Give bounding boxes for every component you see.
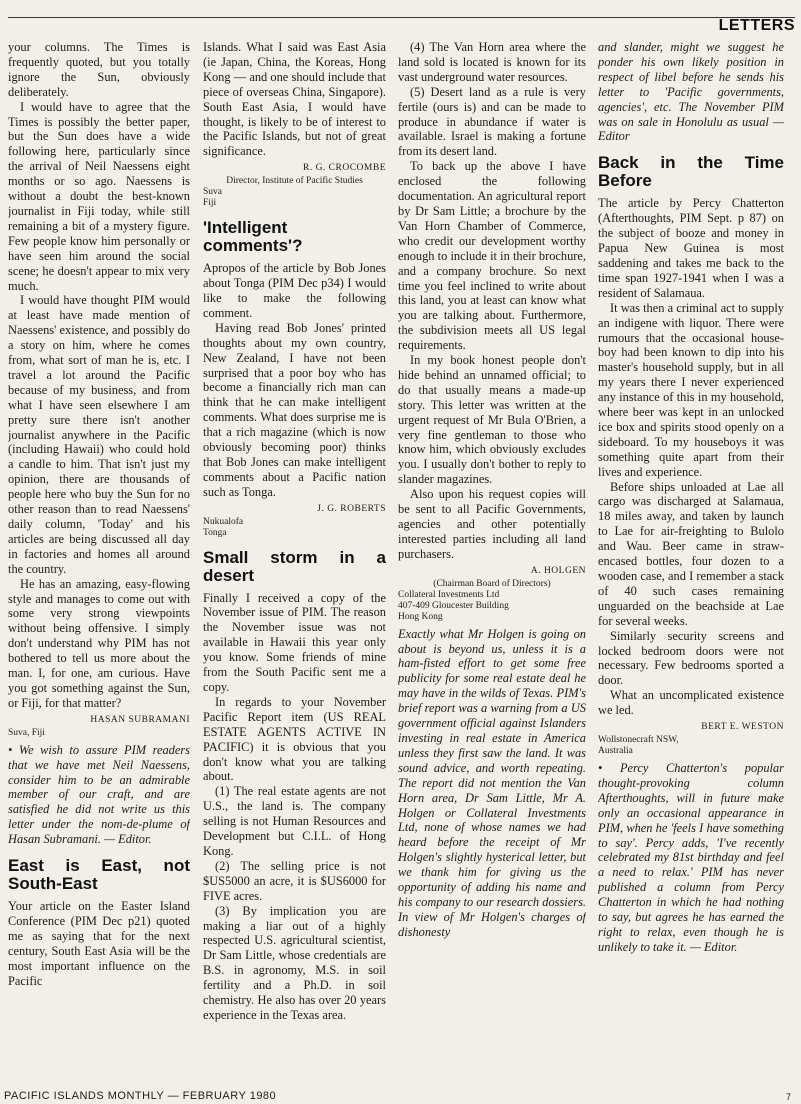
- letter-location: Suva Fiji: [203, 187, 222, 209]
- letter-paragraph: Your article on the Easter Island Conference (PIM Dec p21) quoted me as saying that for the next century, South East Asia will be the most important influence on the Pacific: [8, 899, 190, 988]
- letter-heading: East is East, not South-East: [8, 856, 190, 894]
- letter-paragraph: I would have thought PIM would at least have made mention of Naessens' existence, and possibly do a story on him, where he comes from, what sort of man he is, etc. I travel a lot around the Pacific because of my business, and from what I have seen elsewhere I am pretty sure there isn't another journalist anywhere in the Pacific (including Hawaii) who could hold a candle to him. That isn't just my opinion, there are thousands of people here who buy the Sun for no other reason than to read Naessens' daily column, 'Today' and his articles are being discussed all day in factories and homes all around the country.: [8, 293, 190, 576]
- letter-signature: A. HOLGEN: [530, 565, 586, 576]
- letter-location: Wollstonecraft NSW, Australia: [598, 734, 679, 756]
- letter-paragraph: Apropos of the article by Bob Jones about Tonga (PIM Dec p34) I would like to make the following comment.: [203, 261, 386, 320]
- letter-heading: 'Intelligent comments'?: [203, 218, 303, 256]
- letter-paragraph: Having read Bob Jones' printed thoughts about my own country, New Zealand, I have not been surprised that a poor boy who has become a financially rich man can think that he can make intelligent comments. What does surprise me is that a rich magazine (which is now obviously becoming poor) thinks that Bob Jones can make intelligent comments about a Pacific nation such as Tonga.: [203, 320, 386, 499]
- letter-heading: Back in the Time Before: [598, 153, 784, 191]
- column-1: [8, 40, 190, 1082]
- letter-paragraph: To back up the above I have enclosed the following documentation. An agricultural report by Dr Sam Little; a brochure by the Van Horn Chamber of Commerce, who credit our development worthy enough to include it in their brochure, and a company brochure. So next time you feel inclined to write about this land, you at least can know what you are talking about. Furthermore, the subdivision meets all US legal requirements.: [398, 159, 586, 353]
- column-2: [203, 40, 386, 1082]
- page-number: 7: [785, 1092, 791, 1102]
- letter-signature: BERT E. WESTON: [701, 722, 784, 733]
- letter-role: Director, Institute of Pacific Studies: [226, 176, 363, 187]
- column-3: [398, 40, 586, 1082]
- letter-heading: Small storm in a desert: [203, 547, 386, 585]
- letter-paragraph: your columns. The Times is frequently quoted, but you totally ignore the Sun, obviously deliberately.: [8, 40, 190, 99]
- section-label: LETTERS: [718, 17, 795, 34]
- column-4: [598, 40, 784, 1082]
- letter-paragraph: In regards to your November Pacific Report item (US REAL ESTATE AGENTS ACTIVE IN PACIFIC) it is obvious that you don't know what you are talking about.: [203, 694, 386, 784]
- letter-paragraph: He has an amazing, easy-flowing style and manages to come out with some very strong viewpoints without being offensive. I simply don't understand why PIM has not bothered to tell us more about the man. I, for one, am curious. Have you got something against the Sun, or Fiji, for that matter?: [8, 576, 190, 710]
- letter-paragraph: Before ships unloaded at Lae all cargo was discharged at Salamaua, 18 miles away, and taken by launch to Lae for air-freighting to Bulolo and Wau. Beer came in straw-encased bottles, four dozen to a wooden case, and I remember a stack of 40 such cases remaining unguarded on the beachside at Lae for several weeks.: [598, 479, 784, 628]
- editor-note: and slander, might we suggest he ponder his own likely position in respect of libel before he sends his letter to 'Pacific governments, agencies', etc. The November PIM was on sale in Honolulu as usual — Editor: [598, 40, 784, 144]
- letter-paragraph: (4) The Van Horn area where the land sold is located is known for its vast underground water resources.: [398, 40, 586, 84]
- header-rule: [8, 17, 795, 18]
- editor-note: Exactly what Mr Holgen is going on about is beyond us, unless it is a ham-fisted effort to get some free publicity for some real estate deal he may have in the wilds of Texas. PIM's brief report was a warning from a US government official against Islanders investing in real estate in America unless they first saw the land. It was sound advice, and worth repeating. The report did not mention the Van Horn area, Dr Sam Little, Mr A. Holgen or Collateral Investments Ltd, none of whose names we had heard before the receipt of Mr Holgen's slightly hysterical letter, but we thank him for giving us the opportunity of adding his name and his company to our research dossiers. In view of Mr Holgen's charges of dishonesty: [398, 626, 586, 939]
- letter-paragraph: I would have to agree that the Times is possibly the better paper, but the Sun does have a wide following here, particularly since the arrival of Neil Naessens eight months or so ago. Naessens is without a doubt the best-known journalist in Fiji today, while still remaining a bit of a mystery figure. Few people know him personally or have seen him around the social scene; he doesn't appear to mix very much.: [8, 99, 190, 293]
- letter-location: Collateral Investments Ltd 407-409 Gloucester Building Hong Kong: [398, 589, 509, 622]
- letter-paragraph: Islands. What I said was East Asia (ie Japan, China, the Koreas, Hong Kong — and one should include that piece of overseas China, Singapore). South East Asia, I would have thought, is likely to be of interest to the Pacific Islands, but not of great significance.: [203, 40, 386, 159]
- letter-paragraph: What an uncomplicated existence we led.: [598, 688, 784, 718]
- letter-paragraph: (2) The selling price is not $US5000 an acre, it is $US6000 for FIVE acres.: [203, 858, 386, 903]
- letter-signature: R. G. CROCOMBE: [302, 163, 386, 174]
- letter-signature: HASAN SUBRAMANI: [90, 714, 190, 725]
- letter-paragraph: It was then a criminal act to supply an indigene with liquor. There were rumours that the occasional house-boy had been known to dip into his master's household supply, but in all my years there I never experienced any instance of this in my household, where beer was kept in an unlocked ice box and spirits stood openly on a sideboard. To my houseboys it was something quite apart from their lives and experience.: [598, 300, 784, 479]
- letter-paragraph: The article by Percy Chatterton (Afterthoughts, PIM Sept. p 87) on the subject of booze and money in Papua New Guinea is most saddening and takes me back to the time span 1927-1941 when I was a resident of Salamaua.: [598, 196, 784, 300]
- letter-paragraph: Also upon his request copies will be sent to all Pacific Governments, agencies and other potentially interested parties including all land purchasers.: [398, 487, 586, 561]
- letter-role: (Chairman Board of Directors): [433, 578, 551, 589]
- letter-paragraph: In my book honest people don't hide behind an unnamed official; to do that usually means a made-up story. This letter was written at the urgent request of Mr Bula O'Brien, a very fine gentleman to those who know him, which obviously excludes you. I usually don't bother to reply to slander magazines.: [398, 353, 586, 487]
- letter-paragraph: Similarly security screens and locked bedroom doors were not necessary. Few bedrooms sported a door.: [598, 628, 784, 688]
- letter-paragraph: Finally I received a copy of the November issue of PIM. The reason the November issue was not available in Hawaii this year only you know. Some friends of mine from the South Pacific sent me a copy.: [203, 590, 386, 694]
- letter-signature: J. G. ROBERTS: [317, 503, 386, 514]
- letter-paragraph: (3) By implication you are making a liar out of a highly respected U.S. agricultural scientist, Dr Sam Little, whose credentials are B.S. in agronomy, M.S. in soil fertility and a Ph.D. in soil chemistry. He also has over 20 years experience in the Texas area.: [203, 903, 386, 1022]
- editor-note: • We wish to assure PIM readers that we have met Neil Naessens, consider him to be an admirable member of our craft, and are satisfied he did not write us this letter under the nom-de-plume of Hasan Subramani. — Editor.: [8, 742, 190, 847]
- letter-location: Suva, Fiji: [8, 727, 45, 738]
- letter-paragraph: (5) Desert land as a rule is very fertile (ours is) and can be made to produce in abundance if water is available. Israel is making a fortune from its desert land.: [398, 84, 586, 159]
- letter-paragraph: (1) The real estate agents are not U.S., the land is. The company selling is not Human Resources and Development but C.I.L. of Hong Kong.: [203, 784, 386, 858]
- editor-note: • Percy Chatterton's popular thought-provoking column Afterthoughts, will in future make only an occasional appearance in PIM, when he 'feels I have something to say'. Percy adds, 'I've recently celebrated my 81st birthday and feel a need to relax.' PIM has never published a column from Percy Chatterton in which he had nothing to say, but agrees he has earned the right to relax, even though he is unlikely to take it. — Editor.: [598, 760, 784, 954]
- letter-location: Nukualofa Tonga: [203, 516, 244, 538]
- page-footer: PACIFIC ISLANDS MONTHLY — FEBRUARY 1980: [4, 1090, 277, 1102]
